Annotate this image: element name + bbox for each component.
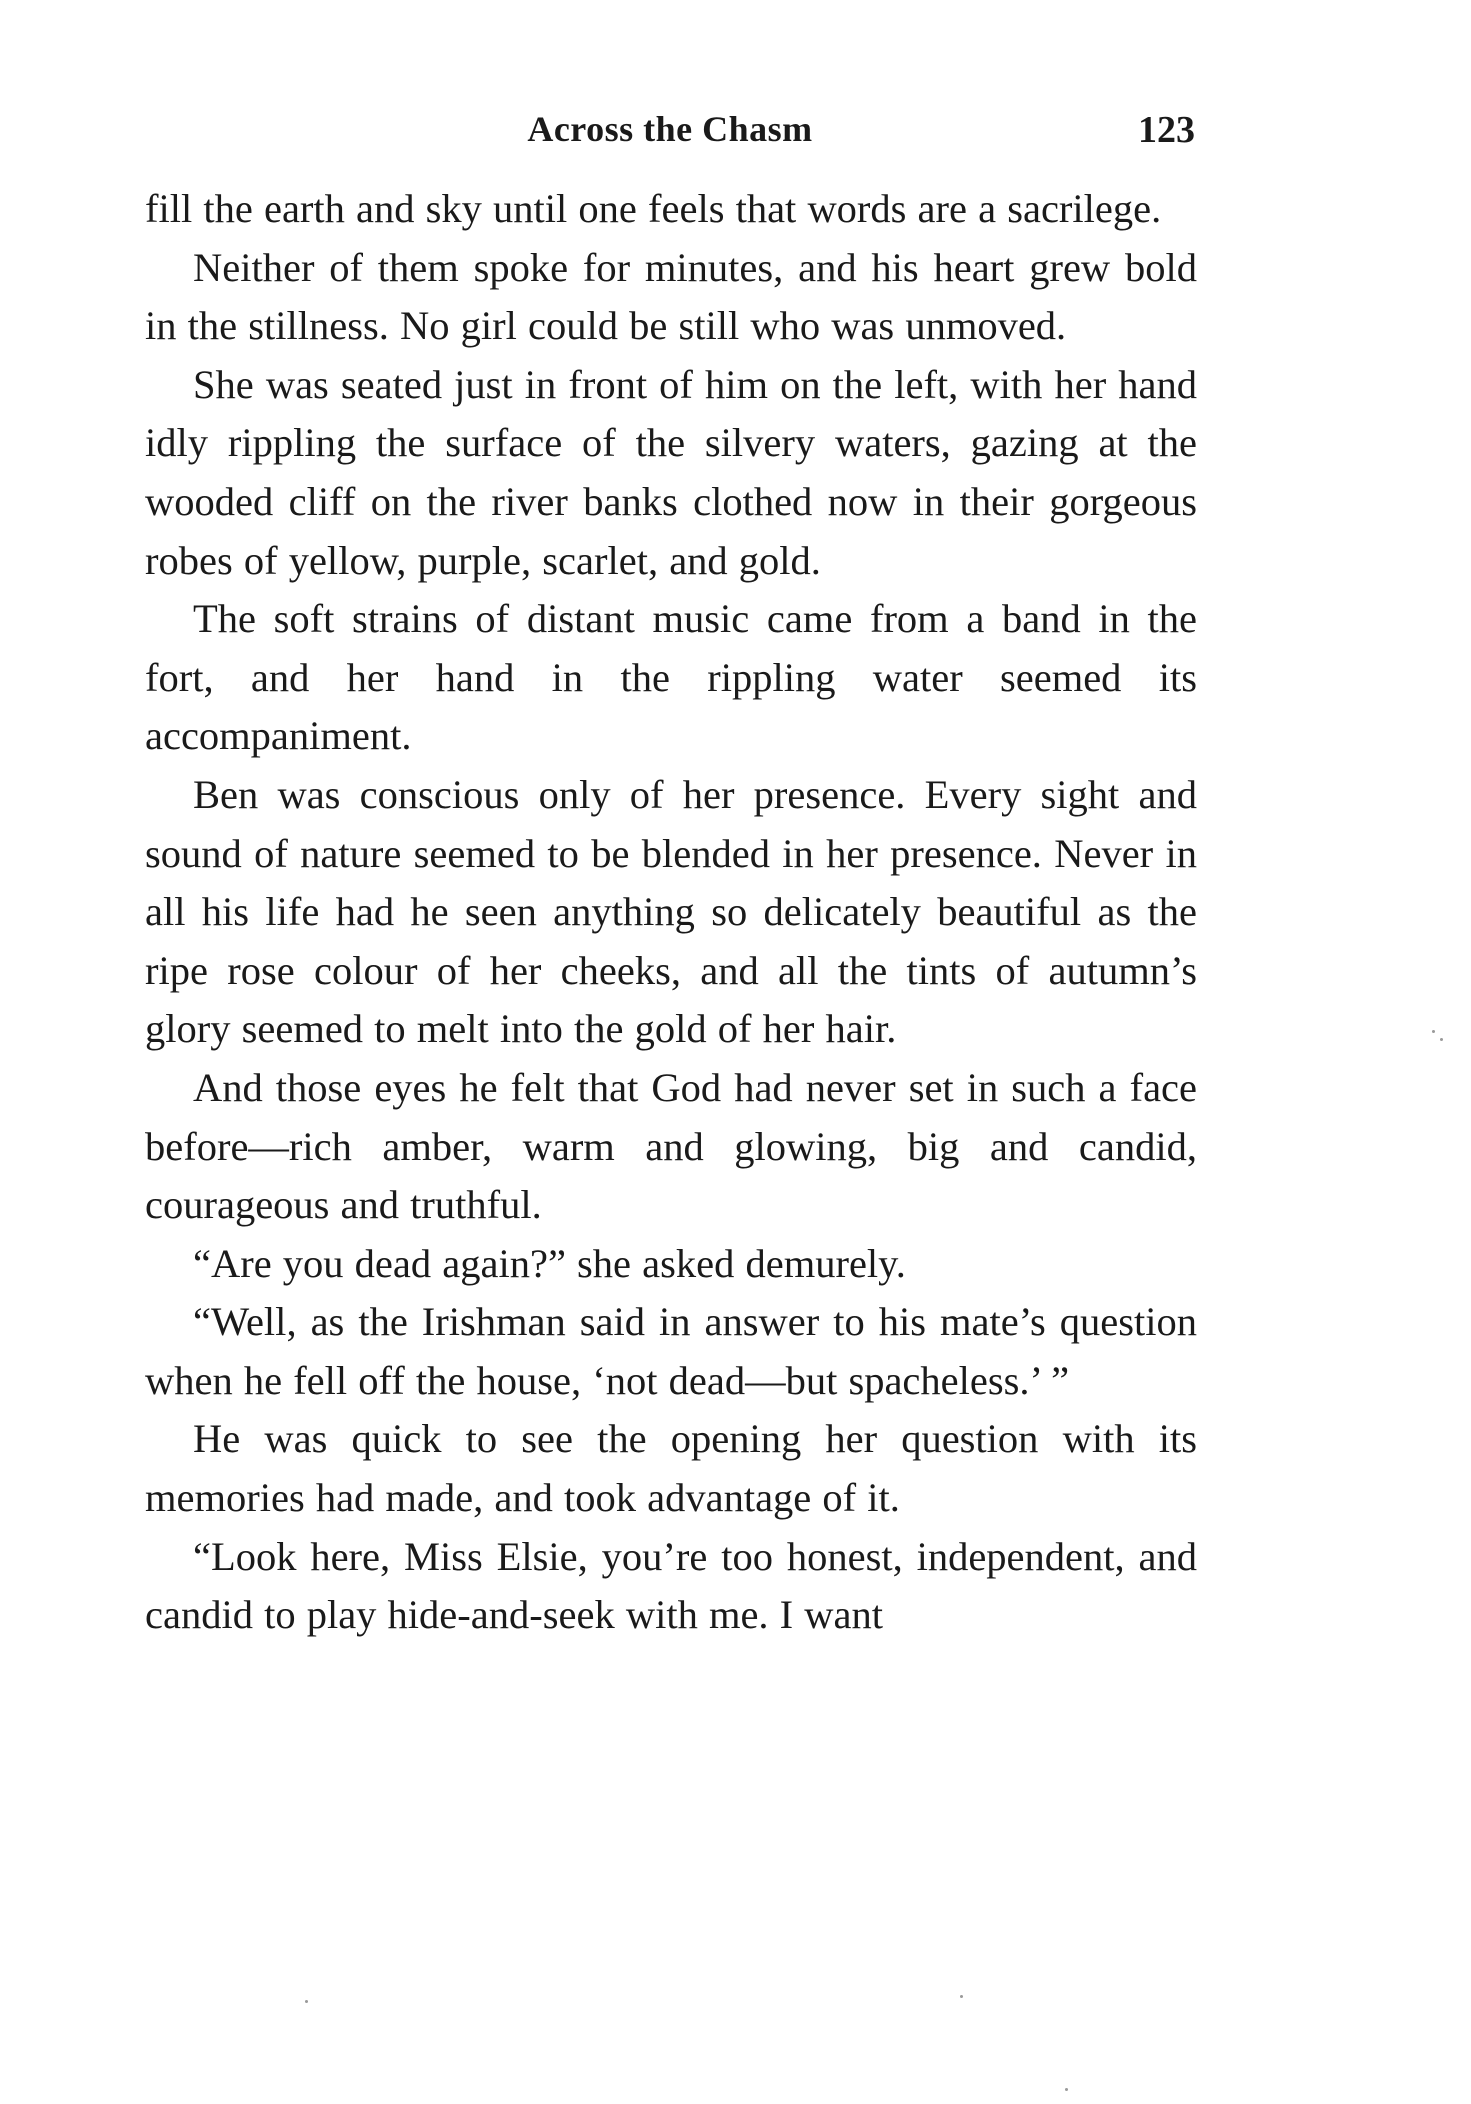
running-head-title: Across the Chasm xyxy=(527,109,813,149)
paper-speck xyxy=(1432,1030,1435,1033)
paper-speck xyxy=(960,1995,963,1998)
paragraph: And those eyes he felt that God had never set in such a face before—rich amber, warm and glowing, big and candid, courageous and truthful. xyxy=(145,1064,1197,1228)
paragraph: “Look here, Miss Elsie, you’re too honest, independent, and candid to play hide-and-seek with me. I want xyxy=(145,1533,1197,1638)
paragraph: He was quick to see the opening her question with its memories had made, and took advantage of it. xyxy=(145,1416,1197,1521)
paragraph: Ben was conscious only of her presence. Every sight and sound of nature seemed to be blended in her presence. Never in all his life had he seen anything so delicately beautiful as the ripe rose colour of her cheeks, and all the tints of autumn’s glory seemed to melt into the gold of her hair. xyxy=(145,771,1197,1052)
paper-speck xyxy=(1065,2088,1068,2091)
paragraph: fill the earth and sky until one feels that words are a sacrilege. xyxy=(145,186,1162,231)
paragraph: The soft strains of distant music came from a band in the fort, and her hand in the rippling water seemed its accompaniment. xyxy=(145,596,1197,759)
body-text xyxy=(145,180,1197,1645)
running-head xyxy=(145,108,1195,158)
paragraph: “Well, as the Irishman said in answer to his mate’s question when he fell off the house, ‘not dead—but spacheless.’ ” xyxy=(145,1299,1197,1403)
paragraph: Neither of them spoke for minutes, and his heart grew bold in the stillness. No girl could be still who was unmoved. xyxy=(145,244,1197,349)
paragraph: “Are you dead again?” she asked demurely. xyxy=(193,1240,906,1286)
page-number: 123 xyxy=(1138,109,1195,151)
paper-speck xyxy=(1440,1038,1443,1041)
paragraph: She was seated just in front of him on the left, with her hand idly rippling the surface of the silvery waters, gazing at the wooded cliff on the river banks clothed now in their gorgeous robes of yellow, purple, scarlet, and gold. xyxy=(145,361,1197,583)
paper-speck xyxy=(305,2000,308,2003)
